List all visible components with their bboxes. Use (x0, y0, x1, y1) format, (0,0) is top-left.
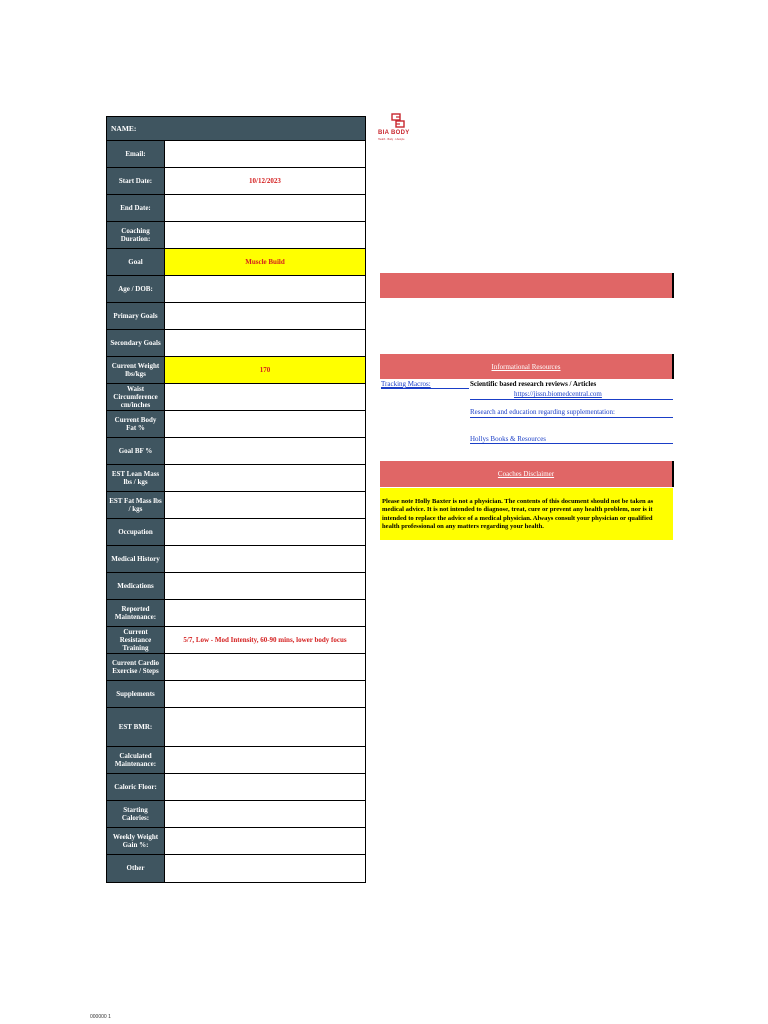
hollys-books-link[interactable]: Hollys Books & Resources (470, 435, 547, 443)
resistance-training-field[interactable]: 5/7, Low - Mod Intensity, 60-90 mins, lower body focus (165, 627, 365, 653)
secondary-goals-field[interactable] (165, 330, 365, 356)
form-row-lean-mass (107, 465, 365, 492)
form-row-medications (107, 573, 365, 600)
form-row-body-fat (107, 411, 365, 438)
row-label: Supplements (107, 681, 165, 707)
page-footer: 000000 1 (90, 1014, 111, 1020)
row-label: Secondary Goals (107, 330, 165, 356)
form-row-resistance-training (107, 627, 365, 654)
logo-mark-icon (391, 113, 405, 129)
row-label: Primary Goals (107, 303, 165, 329)
row-label: EST BMR: (107, 708, 165, 746)
other-field[interactable] (165, 855, 365, 882)
supplementation-link[interactable]: Research and education regarding supplementation: (470, 408, 616, 416)
form-row-starting-calories (107, 801, 365, 828)
fat-mass-field[interactable] (165, 492, 365, 518)
form-row-supplements (107, 681, 365, 708)
research-reviews-heading: Scientific based research reviews / Articles (470, 380, 597, 388)
empty-header-bar (380, 273, 674, 298)
row-label: EST Fat Mass lbs / kgs (107, 492, 165, 518)
row-label: End Date: (107, 195, 165, 221)
medications-field[interactable] (165, 573, 365, 599)
books-underline (470, 443, 673, 444)
body-fat-field[interactable] (165, 411, 365, 437)
form-row-email (107, 141, 365, 168)
waist-field[interactable] (165, 384, 365, 410)
row-label: Medical History (107, 546, 165, 572)
end-date-field[interactable] (165, 195, 365, 221)
form-row-medical-history (107, 546, 365, 573)
tracking-macros-link[interactable]: Tracking Macros: (381, 380, 431, 388)
form-row-age-dob (107, 276, 365, 303)
lean-mass-field[interactable] (165, 465, 365, 491)
reported-maintenance-field[interactable] (165, 600, 365, 626)
form-row-other (107, 855, 365, 883)
form-row-current-weight (107, 357, 365, 384)
est-bmr-field[interactable] (165, 708, 365, 746)
jissn-underline (470, 399, 673, 400)
current-weight-field[interactable]: 170 (165, 357, 365, 383)
name-label: NAME: (111, 124, 137, 133)
row-label: Caloric Floor: (107, 774, 165, 800)
form-row-goal-bf (107, 438, 365, 465)
medical-history-field[interactable] (165, 546, 365, 572)
caloric-floor-field[interactable] (165, 774, 365, 800)
bia-body-logo (378, 113, 422, 143)
supplementation-underline (470, 417, 673, 418)
primary-goals-field[interactable] (165, 303, 365, 329)
row-label: Occupation (107, 519, 165, 545)
calculated-maintenance-field[interactable] (165, 747, 365, 773)
row-label: Other (107, 855, 165, 882)
form-row-coaching-duration (107, 222, 365, 249)
form-row-fat-mass (107, 492, 365, 519)
row-label: Calculated Maintenance: (107, 747, 165, 773)
email-field[interactable] (165, 141, 365, 167)
form-row-occupation (107, 519, 365, 546)
form-row-secondary-goals (107, 330, 365, 357)
disclaimer-text: Please note Holly Baxter is not a physician. The contents of this document should not be taken as medical advice. It is not intended to diagnose, treat, cure or prevent any health problem, nor is it intended to replace the advice of a medical physician. Always consult your physician or qualified health professional on any matters regarding your health. (380, 488, 673, 540)
supplements-field[interactable] (165, 681, 365, 707)
age-dob-field[interactable] (165, 276, 365, 302)
form-row-weekly-weight-gain (107, 828, 365, 855)
row-label: Current Cardio Exercise / Steps (107, 654, 165, 680)
row-label: EST Lean Mass lbs / kgs (107, 465, 165, 491)
occupation-field[interactable] (165, 519, 365, 545)
form-row-calculated-maintenance (107, 747, 365, 774)
form-row-primary-goals (107, 303, 365, 330)
tracking-macros-underline (381, 388, 469, 389)
row-label: Age / DOB: (107, 276, 165, 302)
row-label: Coaching Duration: (107, 222, 165, 248)
disclaimer-title: Coaches Disclaimer (497, 470, 555, 478)
row-label: Current Resistance Training (107, 627, 165, 653)
weekly-weight-gain-field[interactable] (165, 828, 365, 854)
form-row-waist (107, 384, 365, 411)
row-label: Current Weight lbs/kgs (107, 357, 165, 383)
row-label: Reported Maintenance: (107, 600, 165, 626)
row-label: Waist Circumference cm/inches (107, 384, 165, 410)
row-label: Weekly Weight Gain %: (107, 828, 165, 854)
cardio-field[interactable] (165, 654, 365, 680)
row-label: Goal (107, 249, 165, 275)
jissn-link[interactable]: https://jissn.biomedcentral.com (514, 390, 602, 398)
row-label: Goal BF % (107, 438, 165, 464)
start-date-field[interactable]: 10/12/2023 (165, 168, 365, 194)
goal-field[interactable]: Muscle Build (165, 249, 365, 275)
resources-title: Informational Resources (491, 362, 561, 371)
resources-header (380, 354, 674, 379)
form-row-end-date (107, 195, 365, 222)
logo-text: BIA BODY (378, 130, 410, 136)
starting-calories-field[interactable] (165, 801, 365, 827)
form-row-goal (107, 249, 365, 276)
row-label: Email: (107, 141, 165, 167)
logo-subtitle: Health · Body · Lifestyle (378, 138, 405, 141)
form-row-cardio (107, 654, 365, 681)
form-row-reported-maintenance (107, 600, 365, 627)
name-header (107, 117, 365, 141)
form-row-caloric-floor (107, 774, 365, 801)
goal-bf-field[interactable] (165, 438, 365, 464)
row-label: Start Date: (107, 168, 165, 194)
client-intake-form (106, 116, 366, 883)
form-row-start-date (107, 168, 365, 195)
coaching-duration-field[interactable] (165, 222, 365, 248)
disclaimer-header (380, 461, 674, 487)
form-row-est-bmr (107, 708, 365, 747)
row-label: Starting Calories: (107, 801, 165, 827)
row-label: Current Body Fat % (107, 411, 165, 437)
row-label: Medications (107, 573, 165, 599)
